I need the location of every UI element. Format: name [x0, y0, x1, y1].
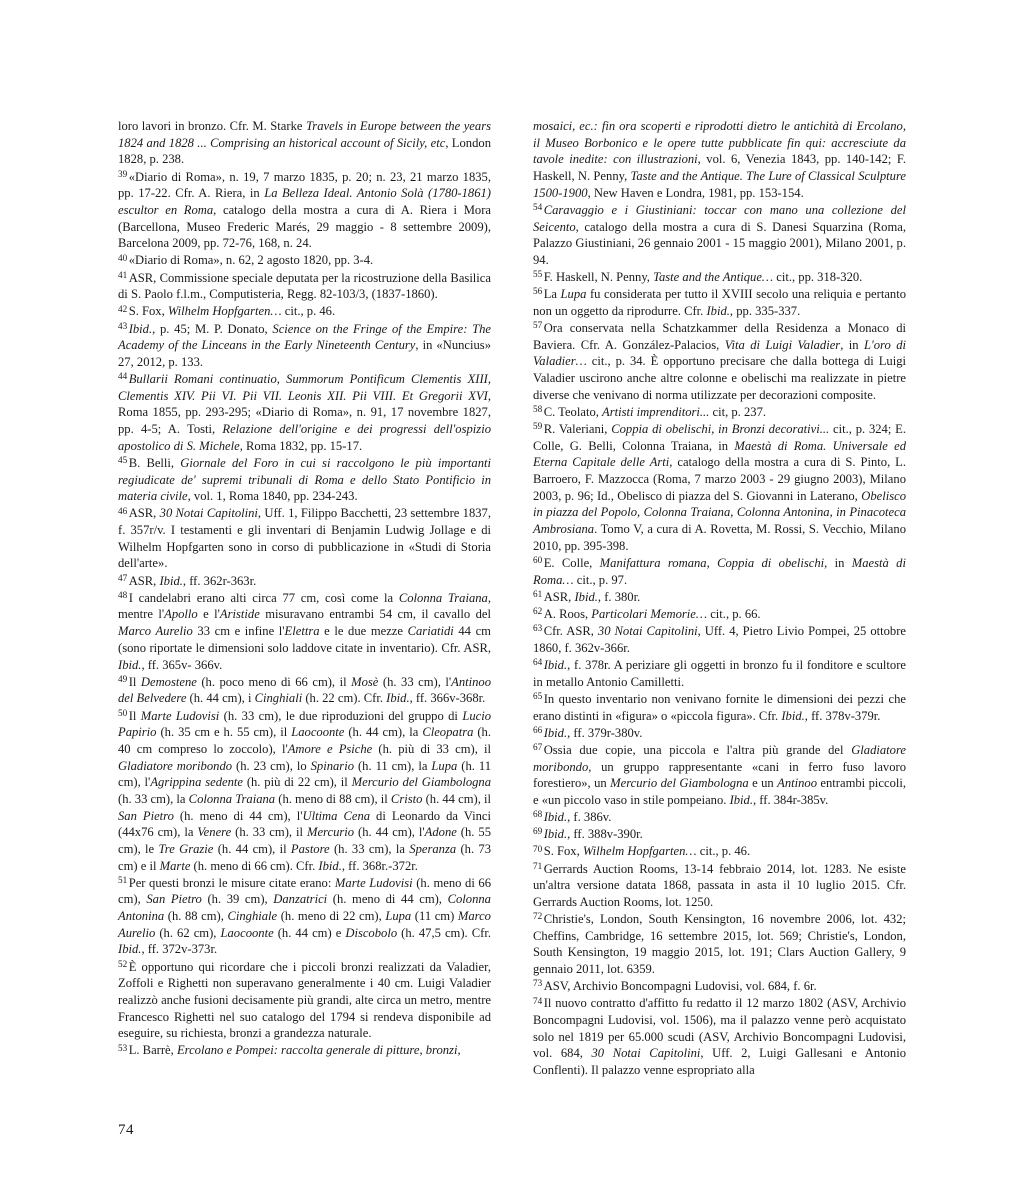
footnote-left-15: $^{53}$ L. Barrè, Ercolano e Pompei: raccolta generale di pitture, bronzi,	[118, 1042, 461, 1058]
footnote-marker: 44	[118, 371, 128, 382]
page-number: 74	[118, 1122, 134, 1138]
footnote-right-8: $^{61}$ ASR, Ibid., f. 380r.	[533, 588, 641, 604]
footnote-marker: 50	[118, 707, 128, 718]
footnote-marker: 66	[533, 724, 543, 735]
footnote-marker: 72	[533, 911, 543, 922]
footnote-left-12: $^{50}$ Il Marte Ludovisi (h. 33 cm), le due riproduzioni del gruppo di Lucio Papirio (h. 35 cm e h. 55 cm), il Laocoonte (h. 44 cm), la Cleopatra (h. 40 cm compreso lo zoccolo), l'Amore e Psiche (h. più di 33 cm), il Gladiatore moribondo (h. 23 cm), lo Spinario (h. 11 cm), la Lupa (h. 11 cm), l'Agrippina sedente (h. più di 22 cm), il Mercurio del Giambologna (h. 33 cm), la Colonna Traiana (h. meno di 88 cm), il Cristo (h. 44 cm), il San Pietro (h. meno di 44 cm), l'Ultima Cena di Leonardo da Vinci (44x76 cm), la Venere (h. 33 cm), il Mercurio (h. 44 cm), l'Adone (h. 55 cm), le Tre Grazie (h. 44 cm), il Pastore (h. 33 cm), la Speranza (h. 73 cm) e il Marte (h. meno di 66 cm). Cfr. Ibid., ff. 368r.-372r.	[118, 707, 492, 873]
footnote-marker: 46	[118, 505, 128, 516]
footnote-right-16: $^{69}$ Ibid., ff. 388v-390r.	[533, 826, 643, 842]
footnote-right-6: $^{59}$ R. Valeriani, Coppia di obelischi, in Bronzi decorativi... cit., p. 324; E. Colle, G. Belli, Colonna Traiana, in Maestà di Roma. Universale ed Eterna Capitale delle Arti, catalogo della mostra a cura di S. Pinto, L. Barroero, F. Mazzocca (Roma, 7 marzo 2003 - 29 giugno 2003), Milano 2003, p. 96; Id., Obelisco di piazza del S. Giovanni in Laterano, Obelisco in piazza del Popolo, Colonna Traiana, Colonna Antonina, in Pinacoteca Ambrosiana. Tomo V, a cura di A. Rovetta, M. Rossi, S. Vecchio, Milano 2010, pp. 395-398.	[533, 421, 906, 553]
footnote-marker: 73	[533, 978, 543, 989]
footnote-right-7: $^{60}$ E. Colle, Manifattura romana, Coppia di obelischi, in Maestà di Roma… cit., p. 97.	[533, 555, 906, 587]
footnote-marker: 63	[533, 623, 543, 634]
footnote-marker: 53	[118, 1042, 128, 1053]
footnote-left-0: loro lavori in bronzo. Cfr. M. Starke Travels in Europe between the years 1824 and 1828 ... Comprising an historical account of Sicily, etc, London 1828, p. 238.	[118, 119, 491, 167]
footnote-right-12: $^{65}$ In questo inventario non venivano fornite le dimensioni dei pezzi che erano distinti in «figura» o «piccola figura». Cfr. Ibid., ff. 378v-379r.	[533, 690, 906, 723]
footnote-marker: 49	[118, 673, 128, 684]
footnote-marker: 42	[118, 303, 128, 314]
footnote-left-10: $^{48}$ I candelabri erano alti circa 77 cm, così come la Colonna Traiana, mentre l'Apollo e l'Aristide misuravano entrambi 54 cm, il cavallo del Marco Aurelio 33 cm e infine l'Elettra e le due mezze Cariatidi 44 cm (sono riportate le dimensioni solo laddove citate in inventario). Cfr. ASR, Ibid., ff. 365v- 366v.	[118, 589, 491, 672]
footnote-marker: 51	[118, 874, 128, 885]
footnote-marker: 52	[118, 958, 128, 969]
footnote-left-13: $^{51}$ Per questi bronzi le misure citate erano: Marte Ludovisi (h. meno di 66 cm), San Pietro (h. 39 cm), Danzatrici (h. meno di 44 cm), Colonna Antonina (h. 88 cm), Cinghiale (h. meno di 22 cm), Lupa (11 cm) Marco Aurelio (h. 62 cm), Laocoonte (h. 44 cm) e Discobolo (h. 47,5 cm). Cfr. Ibid., ff. 372v-373r.	[118, 874, 491, 957]
footnote-left-6: $^{44}$ Bullarii Romani continuatio, Summorum Pontificum Clementis XIII, Clementis XIV. Pii VI. Pii VII. Leonis XII. Pii VIII. Et Gregorii XVI, Roma 1855, pp. 293-295; «Diario di Roma», n. 91, 17 novembre 1827, pp. 4-5; A. Tosti, Relazione dell'origine e dei progressi dell'ospizio apostolico di S. Michele, Roma 1832, pp. 15-17.	[118, 371, 491, 453]
footnote-marker: 64	[533, 657, 543, 668]
footnote-right-20: $^{73}$ ASV, Archivio Boncompagni Ludovisi, vol. 684, f. 6r.	[533, 978, 817, 994]
footnote-right-11: $^{64}$ Ibid., f. 378r. A periziare gli oggetti in bronzo fu il fonditore e scultore in metallo Antonio Camilletti.	[533, 657, 906, 689]
footnote-marker: 61	[533, 588, 543, 599]
footnote-right-2: $^{55}$ F. Haskell, N. Penny, Taste and the Antique… cit., pp. 318-320.	[533, 269, 863, 285]
footnote-marker: 62	[533, 606, 543, 617]
footnote-left-7: $^{45}$ B. Belli, Giornale del Foro in cui si raccolgono le più importanti regiudicate de' supremi tribunali di Roma e dello Stato Pontificio in materia civile, vol. 1, Roma 1840, pp. 234-243.	[118, 455, 491, 504]
footnote-marker: 55	[533, 269, 543, 280]
footnote-marker: 45	[118, 455, 128, 466]
footnote-right-0: mosaici, ec.: fin ora scoperti e riprodotti dietro le antichità di Ercolano, il Museo Borbonico e le opere tutte pubblicate fin qui: accresciute da tavole inedite: con illustrazioni, vol. 6, Venezia 1843, pp. 140-142; F. Haskell, N. Penny, Taste and the Antique. The Lure of Classical Sculpture 1500-1900, New Haven e Londra, 1981, pp. 153-154.	[533, 119, 906, 200]
footnote-right-14: $^{67}$ Ossia due copie, una piccola e l'altra più grande del Gladiatore moribondo, un gruppo rappresentante «cani in ferro fuso lavoro forestiero», un Mercurio del Giambologna e un Antinoo entrambi piccoli, e «un piccolo vaso in stile pompeiano. Ibid., ff. 384r-385v.	[533, 742, 907, 807]
footnote-right-18: $^{71}$ Gerrards Auction Rooms, 13-14 febbraio 2014, lot. 1283. Ne esiste un'altra versione datata 1868, passata in asta il 10 luglio 2015. Cfr. Gerrards Auction Rooms, lot. 1250.	[533, 860, 906, 909]
footnote-marker: 67	[533, 742, 543, 752]
footnotes-column-left	[118, 118, 491, 1060]
footnote-marker: 68	[533, 809, 543, 820]
footnote-left-11: $^{49}$ Il Demostene (h. poco meno di 66 cm), il Mosè (h. 33 cm), l'Antinoo del Belvedere (h. 44 cm), i Cinghiali (h. 22 cm). Cfr. Ibid., ff. 366v-368r.	[118, 673, 492, 706]
footnote-marker: 43	[118, 320, 128, 331]
footnote-right-10: $^{63}$ Cfr. ASR, 30 Notai Capitolini, Uff. 4, Pietro Livio Pompei, 25 ottobre 1860, f. 362v-366r.	[533, 623, 906, 655]
footnotes-column-right	[533, 118, 906, 1079]
footnote-marker: 57	[533, 320, 543, 331]
footnote-marker: 48	[118, 589, 128, 600]
footnote-marker: 74	[533, 995, 543, 1006]
footnote-marker: 54	[533, 202, 543, 212]
footnote-marker: 56	[533, 286, 543, 297]
footnote-marker: 71	[533, 860, 543, 871]
footnote-left-5: $^{43}$ Ibid., p. 45; M. P. Donato, Science on the Fringe of the Empire: The Academy of the Linceans in the Early Nineteenth Century, in «Nuncius» 27, 2012, p. 133.	[118, 320, 491, 369]
footnote-left-2: $^{40}$ «Diario di Roma», n. 62, 2 agosto 1820, pp. 3-4.	[118, 252, 374, 268]
footnote-marker: 58	[533, 404, 543, 415]
footnote-marker: 47	[118, 572, 128, 583]
footnote-right-19: $^{72}$ Christie's, London, South Kensington, 16 novembre 2006, lot. 432; Cheffins, Cambridge, 16 settembre 2015, lot. 569; Christie's, London, South Kensington, 19 maggio 2015, lot. 191; Clars Auction Gallery, 9 gennaio 2011, lot. 6359.	[533, 911, 906, 977]
footnote-right-21: $^{74}$ Il nuovo contratto d'affitto fu redatto il 12 marzo 1802 (ASV, Archivio Boncompagni Ludovisi, vol. 1506), ma il palazzo venne però acquistato solo nel 1819 per 65.000 scudi (ASV, Archivio Boncompagni Ludovisi, vol. 684, 30 Notai Capitolini, Uff. 2, Luigi Gallesani e Antonio Conflenti). Il palazzo venne espropriato alla	[533, 995, 907, 1078]
footnote-left-3: $^{41}$ ASR, Commissione speciale deputata per la ricostruzione della Basilica di S. Paolo f.l.m., Computisteria, Regg. 82-103/3, (1837-1860).	[118, 269, 491, 302]
footnote-left-8: $^{46}$ ASR, 30 Notai Capitolini, Uff. 1, Filippo Bacchetti, 23 settembre 1837, f. 357r/v. I testamenti e gli inventari di Benjamin Ludwig Jollage e di Wilhelm Hopfgarten sono in corso di pubblicazione in «Studi di Storia dell'arte».	[118, 505, 492, 571]
footnote-right-3: $^{56}$ La Lupa fu considerata per tutto il XVIII secolo una reliquia e pertanto non un oggetto da riprodurre. Cfr. Ibid., pp. 335-337.	[533, 286, 906, 318]
footnote-right-17: $^{70}$ S. Fox, Wilhelm Hopfgarten… cit., p. 46.	[533, 843, 751, 859]
footnote-marker: 60	[533, 555, 543, 566]
footnote-marker: 65	[533, 690, 543, 701]
footnote-left-9: $^{47}$ ASR, Ibid., ff. 362r-363r.	[118, 572, 257, 588]
footnote-marker: 70	[533, 843, 543, 854]
footnote-right-5: $^{58}$ C. Teolato, Artisti imprenditori... cit, p. 237.	[533, 404, 767, 419]
footnote-left-14: $^{52}$ È opportuno qui ricordare che i piccoli bronzi realizzati da Valadier, Zoffoli e Righetti non superavano generalmente i 40 cm. Luigi Valadier realizzò anche fusioni decisamente più grandi, alte circa un metro, mentre Francesco Righetti nel suo catalogo del 1794 si rendeva disponibile ad eseguire, su richiesta, bronzi a grandezza naturale.	[118, 958, 491, 1041]
footnote-marker: 40	[118, 252, 128, 263]
footnote-right-1: $^{54}$ Caravaggio e i Giustiniani: toccar con mano una collezione del Seicento, catalogo della mostra a cura di S. Danesi Squarzina (Roma, Palazzo Giustiniani, 26 gennaio 2001 - 15 maggio 2001), Milano 2001, p. 94.	[533, 202, 906, 267]
two-column-layout	[118, 118, 906, 1079]
footnote-marker: 59	[533, 421, 543, 432]
footnote-left-4: $^{42}$ S. Fox, Wilhelm Hopfgarten… cit., p. 46.	[118, 303, 336, 319]
footnote-marker: 69	[533, 826, 543, 837]
footnote-right-15: $^{68}$ Ibid., f. 386v.	[533, 809, 612, 825]
footnote-left-1: $^{39}$ «Diario di Roma», n. 19, 7 marzo 1835, p. 20; n. 23, 21 marzo 1835, pp. 17-22. Cfr. A. Riera, in La Belleza Ideal. Antonio Solà (1780-1861) escultor en Roma, catalogo della mostra a cura di A. Riera i Mora (Barcellona, Museo Frederic Marés, 29 maggio - 8 settembre 2009), Barcelona 2009, pp. 72-76, 168, n. 24.	[118, 168, 491, 251]
footnote-right-9: $^{62}$ A. Roos, Particolari Memorie… cit., p. 66.	[533, 606, 761, 621]
footnote-right-13: $^{66}$ Ibid., ff. 379r-380v.	[533, 724, 643, 740]
footnote-marker: 41	[118, 269, 128, 280]
footnote-marker: 39	[118, 168, 128, 179]
footnote-right-4: $^{57}$ Ora conservata nella Schatzkammer della Residenza a Monaco di Baviera. Cfr. A. González-Palacios, Vita di Luigi Valadier, in L'oro di Valadier… cit., p. 34. È opportuno precisare che dalla bottega di Luigi Valadier uscirono anche altre colonne e obelischi ma realizzate in pietre diverse che venivano di norma utilizzate per decorazioni composite.	[533, 320, 906, 402]
